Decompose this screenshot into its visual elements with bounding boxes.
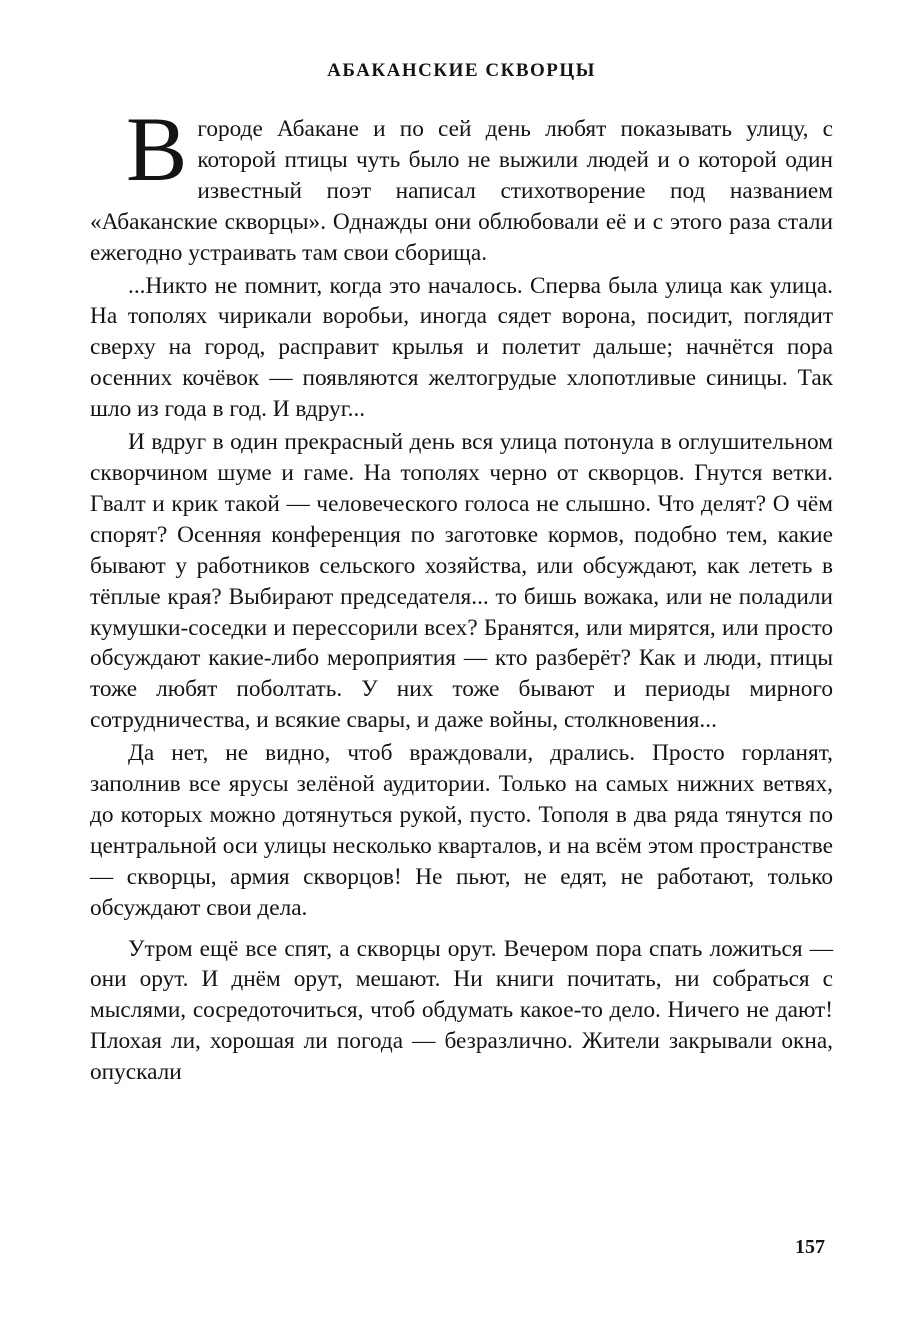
- paragraph-3: И вдруг в один прекрасный день вся улица потонула в оглушительном скворчином шуме и гаме. На тополях черно от скворцов. Гнутся ветки. Гвалт и крик такой — человеческого голоса не слышно. Что делят? О чём спорят? Осенняя конференция по заготовке кормов, подобно тем, какие бывают у работников сельского хозяйства, или обсуждают, как лететь в тёплые края? Выбирают председателя... то бишь вожака, или не поладили кумушки-соседки и перессорили всех? Бранятся, или мирятся, или просто обсуждают какие-либо мероприятия — кто разберёт? Как и люди, птицы тоже любят поболтать. У них тоже бывают и периоды мирного сотрудничества, и всякие свары, и даже войны, столкновения...: [90, 429, 833, 734]
- page-body: [90, 58, 833, 1088]
- chapter-title: АБАКАНСКИЕ СКВОРЦЫ: [327, 60, 596, 81]
- page-number: 157: [795, 1236, 825, 1258]
- drop-cap: В: [126, 98, 188, 200]
- paragraph-2: ...Никто не помнит, когда это началось. Сперва была улица как улица. На тополях чирикали воробьи, иногда сядет ворона, посидит, поглядит сверху на город, расправит крылья и полетит дальше; начнётся пора осенних кочёвок — появляются желтогрудые хлопотливые синицы. Так шло из года в год. И вдруг...: [90, 272, 833, 423]
- paragraph-1-text: городе Абакане и по сей день любят показывать улицу, с которой птицы чуть было не выжили людей и о которой один известный поэт написал стихотворение под названием «Абаканские скворцы». Однажды они облюбовали её и с этого раза стали ежегодно устраивать там свои сборища.: [90, 116, 833, 266]
- paragraph-5: Утром ещё все спят, а скворцы орут. Вечером пора спать ложиться — они орут. И днём орут, мешают. Ни книги почитать, ни собраться с мыслями, сосредоточиться, чтоб обдумать какое-то дело. Ничего не дают! Плохая ли, хорошая ли погода — безразлично. Жители закрывали окна, опускали: [90, 935, 833, 1086]
- paragraph-1: [90, 98, 833, 269]
- paragraph-4: Да нет, не видно, чтоб враждовали, дрались. Просто горланят, заполнив все ярусы зелёной аудитории. Только на самых нижних ветвях, до которых можно дотянуться рукой, пусто. Тополя в два ряда тянутся по центральной оси улицы несколько кварталов, и на всём этом пространстве — скворцы, армия скворцов! Не пьют, не едят, не работают, только обсуждают свои дела.: [90, 740, 833, 921]
